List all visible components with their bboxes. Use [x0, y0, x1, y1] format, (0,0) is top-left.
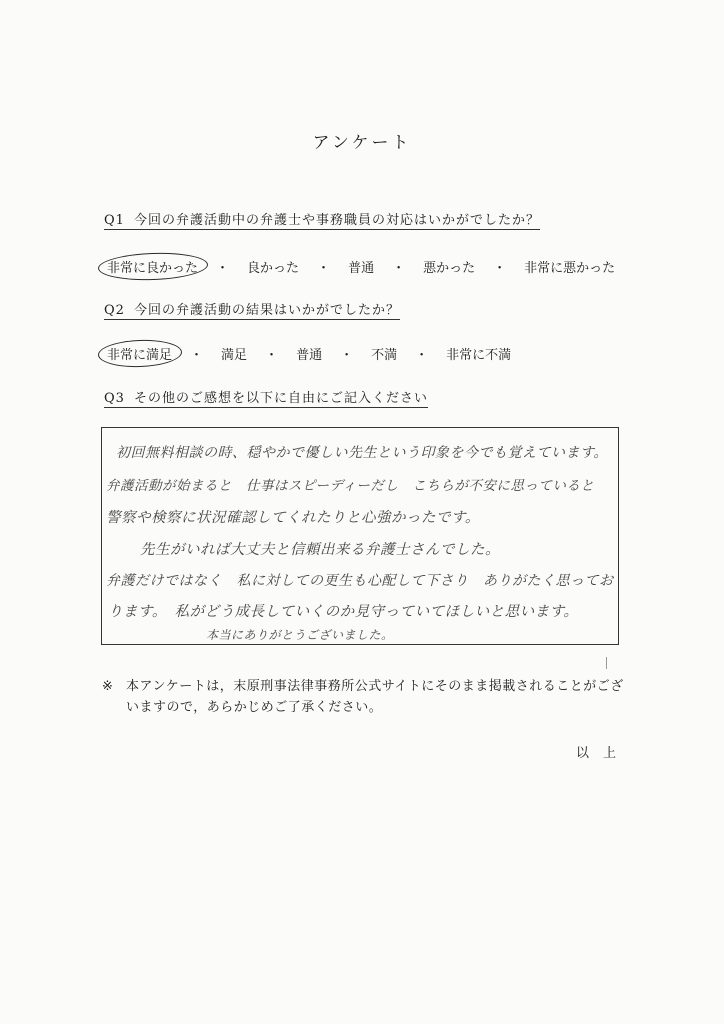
q1-option-selected: 非常に良かった	[107, 257, 198, 276]
free-comment-box	[101, 427, 619, 645]
question-1-number: Q1	[104, 213, 125, 228]
question-1	[104, 209, 540, 230]
question-3	[104, 387, 428, 408]
q1-option: 普通	[348, 261, 375, 276]
separator: ・	[493, 261, 507, 276]
handwritten-line: 弁護だけではなく 私に対しての更生も心配して下さり ありがたく思ってお	[106, 573, 614, 589]
separator: ・	[392, 261, 406, 276]
handwritten-line: 弁護活動が始まると 仕事はスピーディーだし こちらが不安に思っていると	[106, 478, 595, 494]
q1-option: 良かった	[247, 261, 300, 276]
separator: ・	[216, 261, 230, 276]
handwritten-line: 警察や検察に状況確認してくれたりと心強かったです。	[106, 510, 480, 526]
separator: ・	[340, 348, 354, 363]
stray-mark	[606, 657, 607, 669]
handwritten-line: 初回無料相談の時、穏やかで優しい先生という印象を今でも覚えています。	[116, 445, 608, 461]
note-mark: ※	[102, 679, 114, 694]
q2-option: 満足	[221, 348, 248, 363]
question-1-text: 今回の弁護活動中の弁護士や事務職員の対応はいかがでしたか？	[134, 213, 541, 228]
handwritten-line: 先生がいれば大丈夫と信頼出来る弁護士さんでした。	[140, 542, 500, 558]
question-3-number: Q3	[104, 391, 125, 406]
q2-option: 普通	[296, 348, 323, 363]
q2-option: 非常に不満	[446, 348, 512, 363]
note-text: 本アンケートは，末原刑事法律事務所公式サイトにそのまま掲載されることがございますので，あらかじめご了承ください。	[126, 679, 624, 715]
separator: ・	[265, 348, 279, 363]
q1-option: 非常に悪かった	[524, 261, 616, 276]
page-title: アンケート	[312, 133, 412, 153]
separator: ・	[317, 261, 331, 276]
question-2-text: 今回の弁護活動の結果はいかがでしたか？	[134, 303, 401, 318]
question-2-number: Q2	[104, 303, 125, 318]
question-2	[104, 299, 400, 320]
disclaimer-note	[102, 676, 626, 718]
q1-option: 悪かった	[423, 261, 476, 276]
handwritten-line: 本当にありがとうございました。	[206, 628, 394, 642]
question-2-options	[107, 344, 511, 363]
closing-text: 以上	[576, 746, 631, 761]
q2-option-selected: 非常に満足	[107, 344, 172, 363]
question-1-options	[107, 257, 615, 276]
separator: ・	[415, 348, 429, 363]
question-3-text: その他のご感想を以下に自由にご記入ください	[134, 391, 429, 406]
handwritten-line: ります。 私がどう成長していくのか見守っていてほしいと思います。	[108, 604, 579, 620]
separator: ・	[190, 348, 204, 363]
q2-option: 不満	[371, 348, 398, 363]
